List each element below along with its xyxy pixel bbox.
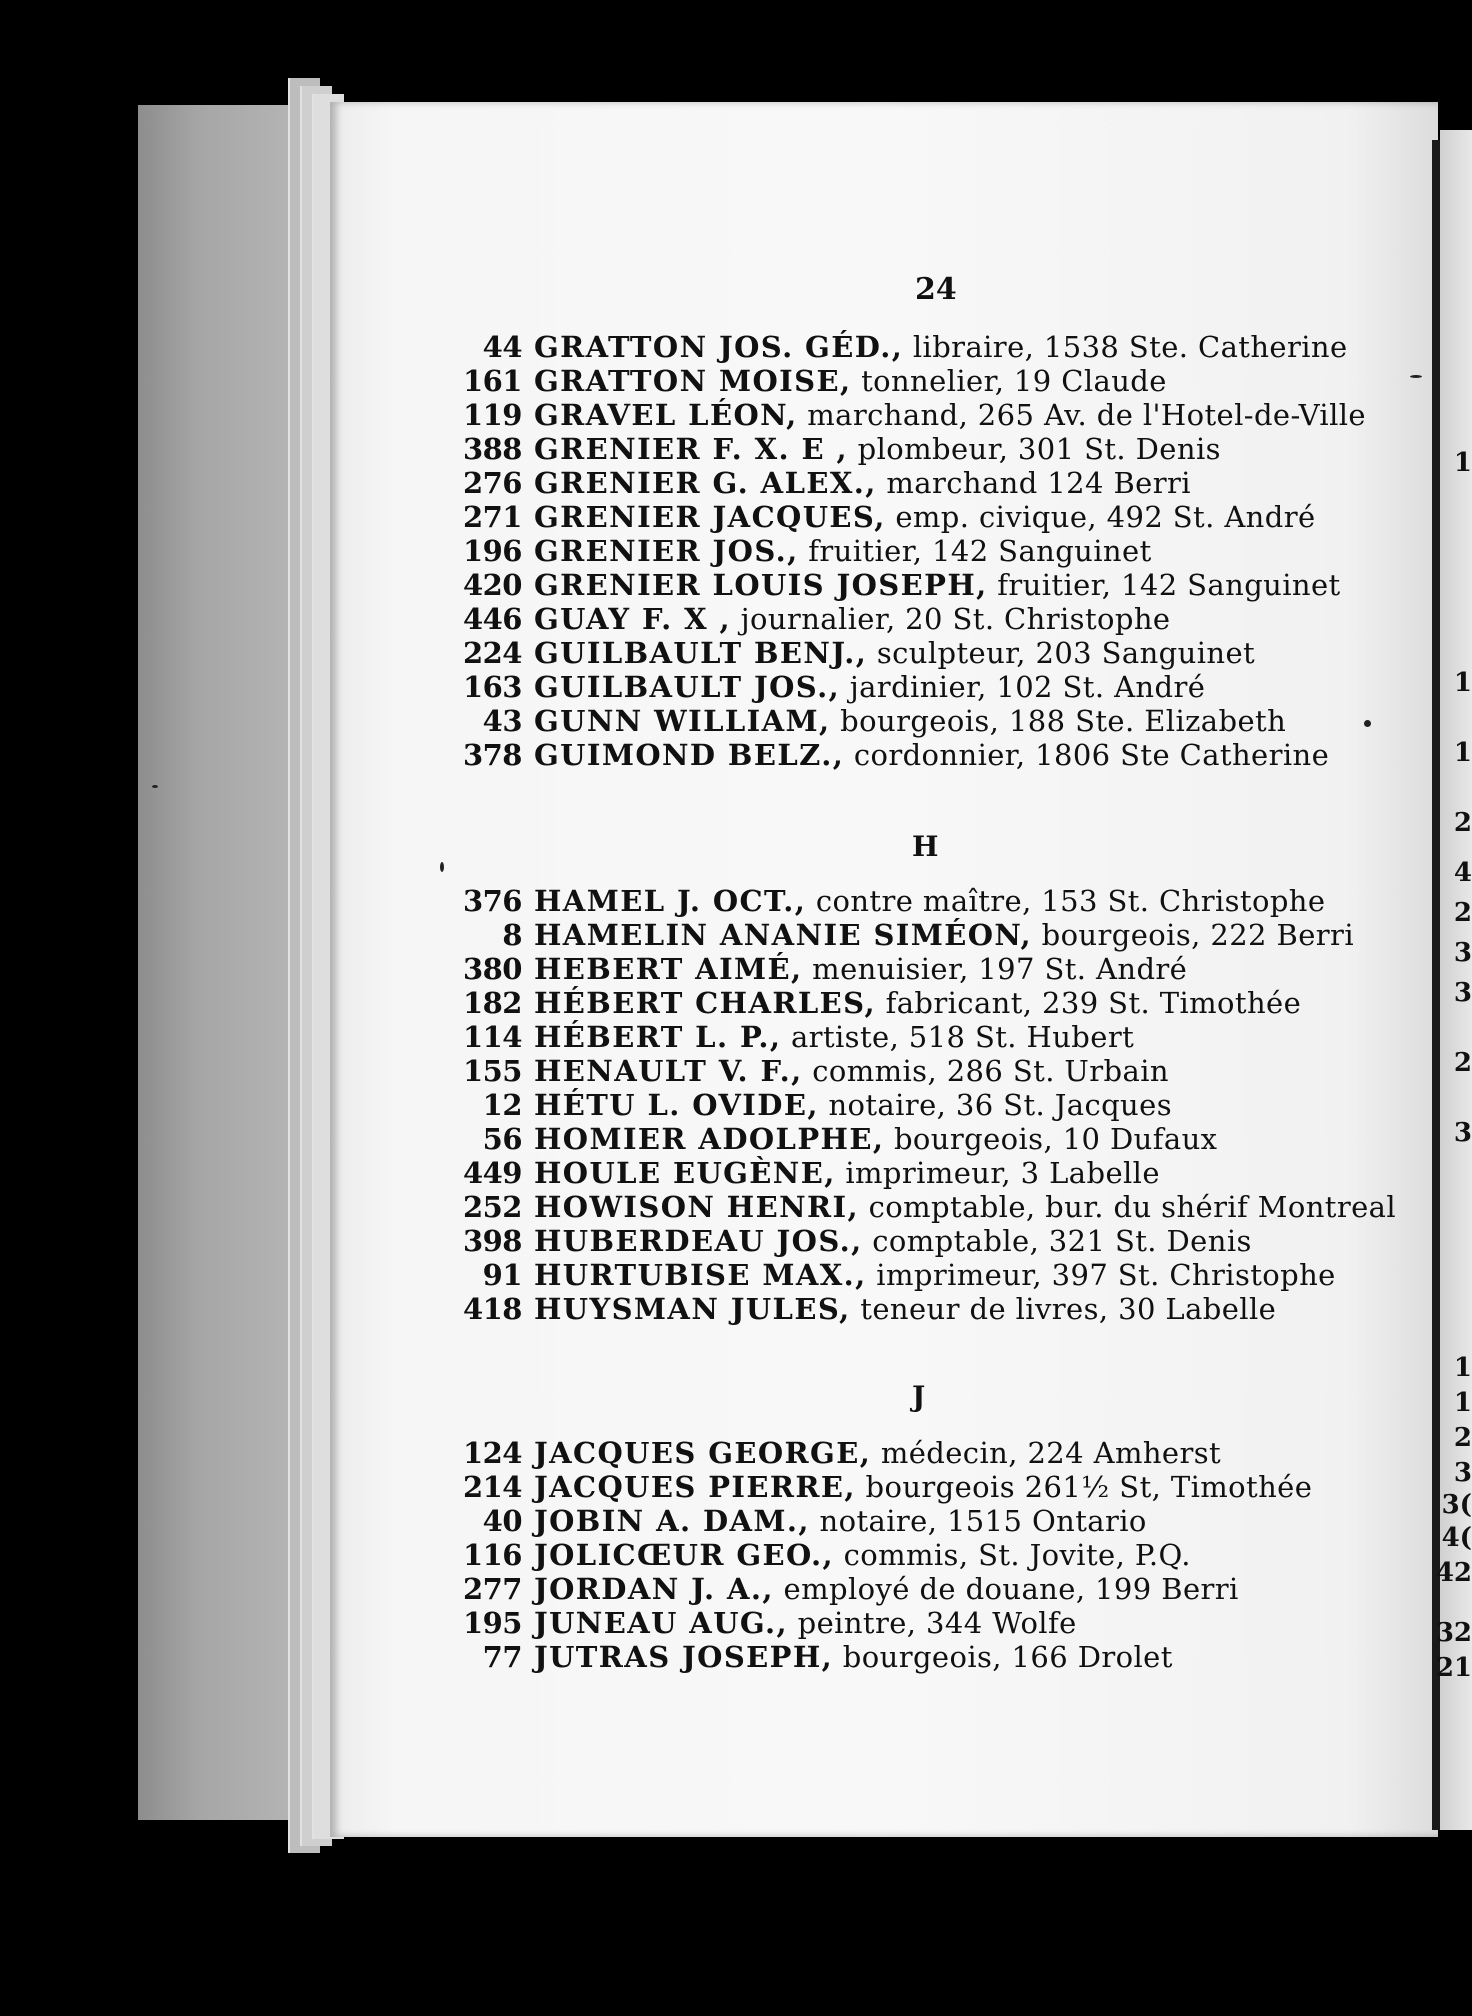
entry-details: fruitier, 142 Sanguinet	[798, 534, 1152, 568]
next-page-fragment: 1	[1453, 1388, 1472, 1418]
next-page-fragment: 2	[1453, 808, 1472, 838]
entry-number: 195	[462, 1606, 522, 1640]
entry-number: 43	[482, 704, 522, 738]
entry-number: 91	[482, 1258, 522, 1292]
entry-number: 420	[462, 568, 522, 602]
next-page-fragment: 42	[1435, 1558, 1472, 1588]
directory-entry	[440, 534, 1390, 568]
entry-number: 252	[462, 1190, 522, 1224]
entry-name: HAMELIN ANANIE SIMÉON,	[534, 918, 1032, 952]
directory-entry	[440, 1292, 1390, 1326]
entry-name: GUIMOND BELZ.,	[534, 738, 845, 772]
entry-name: JORDAN J. A.,	[534, 1572, 774, 1606]
directory-entry	[440, 884, 1390, 918]
entry-name: HUYSMAN JULES,	[534, 1292, 851, 1326]
directory-entry	[440, 1020, 1390, 1054]
entry-name: HOWISON HENRI,	[534, 1190, 859, 1224]
entry-name: HEBERT AIMÉ,	[534, 952, 803, 986]
next-page-fragment: 3	[1453, 1458, 1472, 1488]
entry-details: comptable, bur. du shérif Montreal	[858, 1190, 1397, 1224]
entry-name: GRENIER G. ALEX.,	[534, 466, 877, 500]
entry-name: JUNEAU AUG.,	[534, 1606, 789, 1640]
entry-number: 277	[462, 1572, 522, 1606]
entry-number: 56	[482, 1122, 522, 1156]
directory-entry	[440, 466, 1390, 500]
entry-details: médecin, 224 Amherst	[871, 1436, 1222, 1470]
entry-name: HENAULT V. F.,	[534, 1054, 803, 1088]
entry-details: libraire, 1538 Ste. Catherine	[903, 330, 1348, 364]
entry-details: marchand 124 Berri	[876, 466, 1191, 500]
entry-name: GUNN WILLIAM,	[534, 704, 831, 738]
directory-entry	[440, 1436, 1390, 1470]
ink-speck	[440, 862, 444, 872]
entry-number: 376	[462, 884, 522, 918]
entry-details: imprimeur, 397 St. Christophe	[866, 1258, 1336, 1292]
entry-name: HURTUBISE MAX.,	[534, 1258, 867, 1292]
entry-name: JOBIN A. DAM.,	[534, 1504, 810, 1538]
entry-number: 40	[482, 1504, 522, 1538]
entry-details: menuisier, 197 St. André	[802, 952, 1188, 986]
directory-entry	[440, 432, 1390, 466]
entry-details: jardinier, 102 St. André	[840, 670, 1206, 704]
next-page-fragment: 1	[1453, 448, 1472, 478]
entry-details: bourgeois 261½ St, Timothée	[855, 1470, 1313, 1504]
entry-number: 163	[462, 670, 522, 704]
next-page-fragment: 3	[1453, 978, 1472, 1008]
entry-name: JUTRAS JOSEPH,	[534, 1640, 834, 1674]
entry-number: 182	[462, 986, 522, 1020]
entry-number: 378	[462, 738, 522, 772]
next-page-fragment: 1	[1453, 668, 1472, 698]
entry-number: 276	[462, 466, 522, 500]
entry-name: GRATTON JOS. GÉD.,	[534, 330, 904, 364]
directory-entry	[440, 1088, 1390, 1122]
entry-details: journalier, 20 St. Christophe	[730, 602, 1171, 636]
entry-details: notaire, 36 St. Jacques	[818, 1088, 1172, 1122]
directory-entry	[440, 330, 1390, 364]
next-page-fragment: 2	[1453, 1048, 1472, 1078]
next-page-fragment: 2	[1453, 898, 1472, 928]
entry-number: 44	[482, 330, 522, 364]
directory-entry	[440, 1538, 1390, 1572]
entry-number: 77	[482, 1640, 522, 1674]
section-letter-h: H	[912, 830, 939, 863]
ink-speck	[152, 785, 158, 788]
entry-name: HÉBERT L. P.,	[534, 1020, 782, 1054]
entry-details: employé de douane, 199 Berri	[773, 1572, 1239, 1606]
entry-name: HÉTU L. OVIDE,	[534, 1088, 819, 1122]
entry-name: GRATTON MOISE,	[534, 364, 852, 398]
directory-entry	[440, 1054, 1390, 1088]
entry-number: 119	[462, 398, 522, 432]
entry-number: 446	[462, 602, 522, 636]
entry-number: 224	[462, 636, 522, 670]
next-page-fragment: 32	[1435, 1618, 1472, 1648]
ink-speck	[1410, 375, 1422, 378]
entry-number: 449	[462, 1156, 522, 1190]
entry-number: 155	[462, 1054, 522, 1088]
entry-details: teneur de livres, 30 Labelle	[850, 1292, 1277, 1326]
ink-speck	[1364, 720, 1371, 727]
entry-details: tonnelier, 19 Claude	[851, 364, 1167, 398]
directory-entry	[440, 500, 1390, 534]
directory-entry	[440, 364, 1390, 398]
entry-details: cordonnier, 1806 Ste Catherine	[844, 738, 1330, 772]
entry-name: JOLICŒUR GEO.,	[534, 1538, 834, 1572]
directory-entry	[440, 704, 1390, 738]
entry-details: marchand, 265 Av. de l'Hotel-de-Ville	[797, 398, 1366, 432]
directory-entry	[440, 1470, 1390, 1504]
entry-number: 124	[462, 1436, 522, 1470]
entry-name: HÉBERT CHARLES,	[534, 986, 876, 1020]
entry-name: HOMIER ADOLPHE,	[534, 1122, 885, 1156]
next-page-fragment: 1	[1453, 1353, 1472, 1383]
entry-details: bourgeois, 10 Dufaux	[884, 1122, 1218, 1156]
directory-entry	[440, 636, 1390, 670]
directory-entry	[440, 1258, 1390, 1292]
entry-details: imprimeur, 3 Labelle	[835, 1156, 1160, 1190]
directory-entry	[440, 738, 1390, 772]
directory-entry	[440, 1572, 1390, 1606]
entry-details: emp. civique, 492 St. André	[885, 500, 1316, 534]
entry-details: fabricant, 239 St. Timothée	[875, 986, 1302, 1020]
directory-entry	[440, 986, 1390, 1020]
next-page-fragment: 4(	[1441, 1523, 1472, 1553]
section-letter-j: J	[912, 1380, 926, 1413]
directory-entry	[440, 952, 1390, 986]
entry-number: 161	[462, 364, 522, 398]
entry-details: comptable, 321 St. Denis	[862, 1224, 1252, 1258]
entry-name: GRENIER F. X. E ,	[534, 432, 848, 466]
next-page-fragment: 2	[1453, 1423, 1472, 1453]
entry-details: artiste, 518 St. Hubert	[781, 1020, 1135, 1054]
entry-number: 12	[482, 1088, 522, 1122]
next-page-fragment: 1	[1453, 738, 1472, 768]
directory-entry	[440, 1190, 1397, 1224]
entry-number: 380	[462, 952, 522, 986]
entry-name: HUBERDEAU JOS.,	[534, 1224, 863, 1258]
directory-entry	[440, 1224, 1390, 1258]
directory-entry	[440, 602, 1390, 636]
directory-entry	[440, 670, 1390, 704]
entry-number: 196	[462, 534, 522, 568]
entry-details: peintre, 344 Wolfe	[788, 1606, 1077, 1640]
directory-entry	[440, 1640, 1390, 1674]
left-cover-board	[138, 105, 313, 1820]
entry-name: HAMEL J. OCT.,	[534, 884, 807, 918]
entry-name: JACQUES PIERRE,	[534, 1470, 856, 1504]
entry-number: 388	[462, 432, 522, 466]
entry-number: 114	[462, 1020, 522, 1054]
entry-details: notaire, 1515 Ontario	[809, 1504, 1147, 1538]
entry-name: HOULE EUGÈNE,	[534, 1156, 836, 1190]
next-page-fragment: 3(	[1441, 1490, 1472, 1520]
directory-entry	[440, 1122, 1390, 1156]
page-number: 24	[915, 272, 957, 307]
entry-name: GUAY F. X ,	[534, 602, 731, 636]
entry-name: GRENIER JACQUES,	[534, 500, 886, 534]
entry-name: JACQUES GEORGE,	[534, 1436, 872, 1470]
entry-number: 418	[462, 1292, 522, 1326]
directory-entry	[440, 398, 1390, 432]
entry-details: commis, 286 St. Urbain	[802, 1054, 1169, 1088]
next-page-fragment: 3	[1453, 1118, 1472, 1148]
directory-entry	[440, 1504, 1390, 1538]
entry-number: 271	[462, 500, 522, 534]
entry-name: GRENIER LOUIS JOSEPH,	[534, 568, 988, 602]
directory-entry	[440, 568, 1390, 602]
entry-number: 116	[462, 1538, 522, 1572]
entry-name: GRENIER JOS.,	[534, 534, 799, 568]
entry-name: GUILBAULT JOS.,	[534, 670, 841, 704]
entry-details: commis, St. Jovite, P.Q.	[833, 1538, 1191, 1572]
directory-entry	[440, 1156, 1390, 1190]
directory-entry	[440, 1606, 1390, 1640]
next-page-fragment: 3	[1453, 938, 1472, 968]
entry-number: 214	[462, 1470, 522, 1504]
entry-name: GUILBAULT BENJ.,	[534, 636, 868, 670]
entry-number: 8	[502, 918, 522, 952]
entry-details: contre maître, 153 St. Christophe	[806, 884, 1326, 918]
entry-details: plombeur, 301 St. Denis	[848, 432, 1221, 466]
entry-details: bourgeois, 166 Drolet	[833, 1640, 1173, 1674]
entry-number: 398	[462, 1224, 522, 1258]
entry-details: sculpteur, 203 Sanguinet	[867, 636, 1256, 670]
entry-details: bourgeois, 222 Berri	[1031, 918, 1354, 952]
entry-details: bourgeois, 188 Ste. Elizabeth	[830, 704, 1287, 738]
directory-entry	[440, 918, 1390, 952]
next-page-edge	[1435, 130, 1472, 1830]
entry-name: GRAVEL LÉON,	[534, 398, 798, 432]
next-page-fragment: 4	[1453, 858, 1472, 888]
entry-details: fruitier, 142 Sanguinet	[987, 568, 1341, 602]
next-page-fragment: 21	[1435, 1653, 1472, 1683]
